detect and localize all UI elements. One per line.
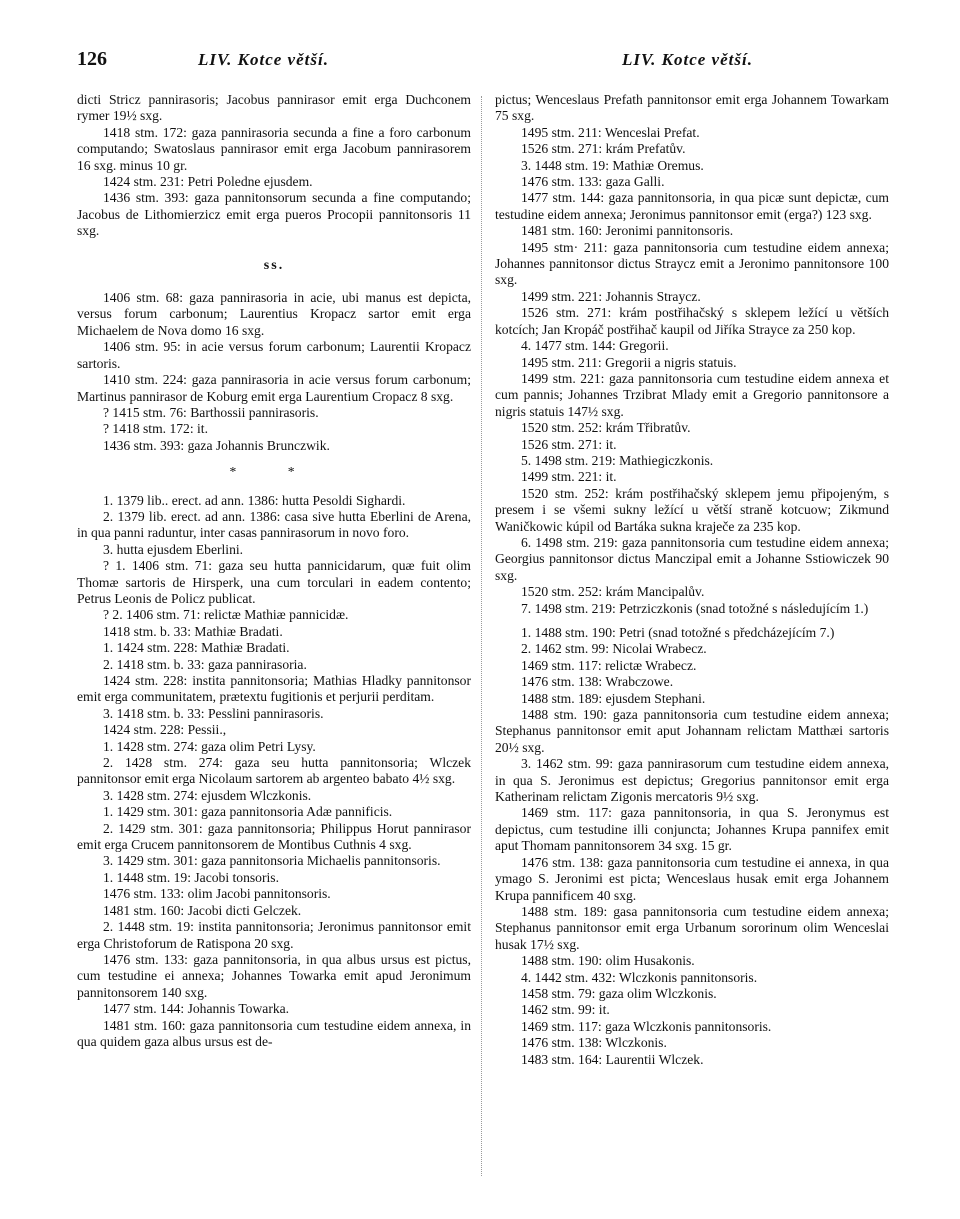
entry-paragraph: 1. 1488 stm. 190: Petri (snad totožné s předcházejícím 7.) — [521, 625, 835, 640]
paragraph-gap — [495, 617, 889, 625]
entry-paragraph: 2. 1428 stm. 274: gaza seu hutta pannitonsoria; Wlczek pannitonsor emit erga Nicolaum sartorem ab argenteo babato 4½ sxg. — [77, 755, 471, 787]
entry-paragraph: 2. 1448 stm. 19: instita pannitonsoria; Jeronimus pannitonsor emit erga Christoforum de Ratispona 20 sxg. — [77, 919, 471, 951]
section-separator: * * — [229, 464, 319, 480]
entry-paragraph: 1476 stm. 133: gaza pannitonsoria, in qua albus ursus est pictus, cum testudine ei annexa; Johannes Towarka emit apud Jeronimum pannitonsorem 140 sxg. — [77, 951, 471, 1000]
entry-paragraph: 3. 1418 stm. b. 33: Pesslini pannirasoris. — [103, 705, 324, 721]
entry-paragraph: 1526 stm. 271: it. — [521, 436, 617, 452]
running-header — [0, 44, 960, 72]
right-column — [495, 92, 889, 1068]
entry-paragraph: dicti Stricz pannirasoris; Jacobus pannirasor emit erga Duchconem rymer 19½ sxg. — [77, 92, 471, 124]
entry-paragraph: 1462 stm. 99: it. — [521, 1002, 610, 1018]
entry-paragraph: 1406 stm. 68: gaza pannirasoria in acie, ubi manus est depicta, versus forum carbonum; Laurentius Kropacz sartor emit erga Michaelem de Nova domo 16 sxg. — [77, 290, 471, 338]
entry-paragraph: 2. 1379 lib. erect. ad ann. 1386: casa sive hutta Eberlini de Arena, in qua panni raduntur, inter casas pannirasorum in novo foro. — [77, 508, 471, 541]
entry-paragraph: 1436 stm. 393: gaza pannitonsorum secunda a fine computando; Jacobus de Lithomierzicz emit erga pueros Procopii pannitonsoris 11 sxg. — [77, 190, 471, 239]
entry-paragraph: ? 1418 stm. 172: it. — [103, 421, 208, 437]
entry-paragraph: 1418 stm. 172: gaza pannirasoria secunda a fine a foro carbonum computando; Swatoslaus pannirasor emit erga Jacobum pannirasorem 16 sxg. minus 10 gr. — [77, 124, 471, 173]
running-title-left: LIV. Kotce větší. — [198, 50, 329, 69]
section-heading: ss. — [263, 257, 285, 273]
entry-paragraph: 1469 stm. 117: relictæ Wrabecz. — [521, 657, 697, 673]
entry-paragraph: 1495 stm· 211: gaza pannitonsoria cum testudine eidem annexa; Johannes pannitonsor dictus Straycz emit a Jeronimo pannitonsore 100 sxg. — [495, 239, 889, 288]
entry-paragraph: 1481 stm. 160: Jacobi dicti Gelczek. — [103, 902, 302, 918]
entry-paragraph: 4. 1442 stm. 432: Wlczkonis pannitonsoris. — [521, 969, 758, 985]
entry-paragraph: 1. 1429 stm. 301: gaza pannitonsoria Adæ pannificis. — [103, 804, 393, 820]
entry-paragraph: 1477 stm. 144: Johannis Towarka. — [103, 1001, 290, 1017]
entry-paragraph: 2. 1418 stm. b. 33: gaza pannirasoria. — [103, 656, 307, 672]
entry-paragraph: 1520 stm. 252: krám Mancipalův. — [521, 584, 705, 600]
entry-paragraph: 3. 1448 stm. 19: Mathiæ Oremus. — [521, 157, 704, 173]
entry-paragraph: 4. 1477 stm. 144: Gregorii. — [521, 338, 669, 354]
entry-paragraph: 1499 stm. 221: Johannis Straycz. — [521, 288, 701, 304]
entry-paragraph: 1436 stm. 393: gaza Johannis Brunczwik. — [103, 437, 330, 453]
entry-paragraph: 1476 stm. 138: Wrabczowe. — [521, 674, 674, 690]
entry-paragraph: 1526 stm. 271: krám Prefatův. — [521, 141, 686, 157]
entry-paragraph: 1424 stm. 228: Pessii., — [103, 722, 227, 738]
entry-paragraph: 1476 stm. 133: gaza Galli. — [521, 174, 665, 190]
entry-paragraph: 7. 1498 stm. 219: Petrziczkonis (snad totožné s následujícím 1.) — [521, 600, 869, 616]
entry-paragraph: 1424 stm. 231: Petri Poledne ejusdem. — [103, 174, 313, 190]
entry-paragraph: 1. 1379 lib.. erect. ad ann. 1386: hutta Pesoldi Sighardi. — [103, 492, 406, 508]
entry-paragraph: 1469 stm. 117: gaza pannitonsoria, in qua S. Jeronymus est depictus, cum testudine illi conjuncta; Johannes Krupa pannifex emit aput Thomam pannitonsorem 34 sxg. 15 gr. — [495, 805, 889, 854]
entry-paragraph: 1424 stm. 228: instita pannitonsoria; Mathias Hladky pannitonsor emit erga communitatem, prætextu fugitionis et perjurii perditam. — [77, 673, 471, 705]
entry-paragraph: 2. 1462 stm. 99: Nicolai Wrabecz. — [521, 641, 707, 657]
running-title-right: LIV. Kotce větší. — [622, 50, 753, 69]
column-divider — [481, 96, 482, 1176]
entry-paragraph: 1495 stm. 211: Wenceslai Prefat. — [521, 124, 700, 140]
entry-paragraph: pictus; Wenceslaus Prefath pannitonsor emit erga Johannem Towarkam 75 sxg. — [495, 92, 889, 124]
entry-paragraph: 1520 stm. 252: krám Třibratův. — [521, 420, 691, 436]
entry-paragraph: 1483 stm. 164: Laurentii Wlczek. — [521, 1051, 704, 1067]
entry-paragraph: 1410 stm. 224: gaza pannirasoria in acie versus forum carbonum; Martinus pannirasor de Koburg emit erga Laurentium Cropacz 8 sxg. — [77, 372, 471, 404]
entry-paragraph: 3. hutta ejusdem Eberlini. — [103, 541, 244, 557]
entry-paragraph: 3. 1428 stm. 274: ejusdem Wlczkonis. — [103, 787, 312, 803]
entry-paragraph: 1495 stm. 211: Gregorii a nigris statuis. — [521, 354, 737, 370]
entry-paragraph: 3. 1429 stm. 301: gaza pannitonsoria Michaelis pannitonsoris. — [103, 853, 441, 869]
entry-paragraph: 3. 1462 stm. 99: gaza pannirasorum cum testudine eidem annexa, in qua S. Jeronimus est depictus; Gregorius pannitonsor emit erga Katherinam relictam Zigonis mercatoris 9½ sxg. — [495, 756, 889, 805]
entry-paragraph: 1488 stm. 190: gaza pannitonsoria cum testudine eidem annexa; Stephanus pannitonsor emit aput Johannam relictam Matthæi sartoris 20½ sxg. — [495, 707, 889, 755]
left-column — [77, 92, 471, 1050]
entry-paragraph: 6. 1498 stm. 219: gaza pannitonsoria cum testudine eidem annexa; Georgius pannitonsor dictus Manczipal emit a Johanne Sstiowiczek 90 sxg. — [495, 534, 889, 583]
entry-paragraph: 1469 stm. 117: gaza Wlczkonis pannitonsoris. — [521, 1018, 772, 1034]
entry-paragraph: 1499 stm. 221: it. — [521, 469, 617, 485]
entry-paragraph: 1418 stm. b. 33: Mathiæ Bradati. — [103, 623, 283, 639]
entry-paragraph: 1. 1448 stm. 19: Jacobi tonsoris. — [103, 869, 279, 885]
entry-paragraph: 1. 1424 stm. 228: Mathiæ Bradati. — [103, 640, 290, 656]
entry-paragraph: 1458 stm. 79: gaza olim Wlczkonis. — [521, 985, 717, 1001]
entry-paragraph: 1406 stm. 95: in acie versus forum carbonum; Laurentii Kropacz sartoris. — [77, 339, 471, 371]
entry-paragraph: 1499 stm. 221: gaza pannitonsoria cum testudine eidem annexa et cum pannis; Johannes Trzibrat Mlady emit a Gregorio pannitonsore a nigris statuis 147½ sxg. — [495, 370, 889, 419]
entry-paragraph: 1476 stm. 138: Wlczkonis. — [521, 1035, 667, 1051]
entry-paragraph: ? 1. 1406 stm. 71: gaza seu hutta pannicidarum, quæ fuit olim Thomæ sartoris de Hirsperk, una cum torculari in eadem contento; Petrus Leonis de Policz publicat. — [77, 558, 471, 606]
entry-paragraph: ? 1415 stm. 76: Barthossii pannirasoris. — [103, 404, 319, 420]
entry-paragraph: 1488 stm. 190: olim Husakonis. — [521, 953, 695, 969]
page-number: 126 — [77, 48, 107, 70]
entry-paragraph: 1477 stm. 144: gaza pannitonsoria, in qua picæ sunt depictæ, cum testudine eidem annexa; Jeronimus pannitonsor emit (erga?) 123 sxg. — [495, 190, 889, 222]
entry-paragraph: 1476 stm. 138: gaza pannitonsoria cum testudine ei annexa, in qua ymago S. Jeronimi est picta; Wenceslaus husak emit erga Johannem Krupa pannificem 40 sxg. — [495, 854, 889, 903]
entry-paragraph: 2. 1429 stm. 301: gaza pannitonsoria; Philippus Horut pannirasor emit erga Crucem pannitonsorem de Montibus Cuthnis 4 sxg. — [77, 820, 471, 853]
entry-paragraph: 1520 stm. 252: krám postřihačský sklepem jemu připojeným, s presem i se všemi sukny ležící u větší straně kotcuow; Zikmund Waničkowic kúpil od Bartáka sukna kraječe za 235 kop. — [495, 485, 889, 534]
entry-paragraph: 1488 stm. 189: gasa pannitonsoria cum testudine eidem annexa; Stephanus pannitonsor emit erga Urbanum sororinum olim Wenceslai husak 17½ sxg. — [495, 903, 889, 952]
entry-paragraph: 1488 stm. 189: ejusdem Stephani. — [521, 690, 706, 706]
entry-paragraph: 1481 stm. 160: Jeronimi pannitonsoris. — [521, 223, 734, 239]
entry-paragraph: 1481 stm. 160: gaza pannitonsoria cum testudine eidem annexa, in qua quidem gaza albus ursus est de- — [77, 1017, 471, 1049]
entry-paragraph: 5. 1498 stm. 219: Mathiegiczkonis. — [521, 452, 714, 468]
entry-paragraph: 1526 stm. 271: krám postřihačský s sklepem ležící u větších kotcích; Jan Kropáč postřihač kaupil od Jiříka Strayce za 250 kop. — [495, 305, 889, 337]
entry-paragraph: 1476 stm. 133: olim Jacobi pannitonsoris. — [103, 886, 331, 902]
entry-paragraph: 1. 1428 stm. 274: gaza olim Petri Lysy. — [103, 738, 316, 754]
entry-paragraph: ? 2. 1406 stm. 71: relictæ Mathiæ pannicidæ. — [103, 607, 349, 623]
